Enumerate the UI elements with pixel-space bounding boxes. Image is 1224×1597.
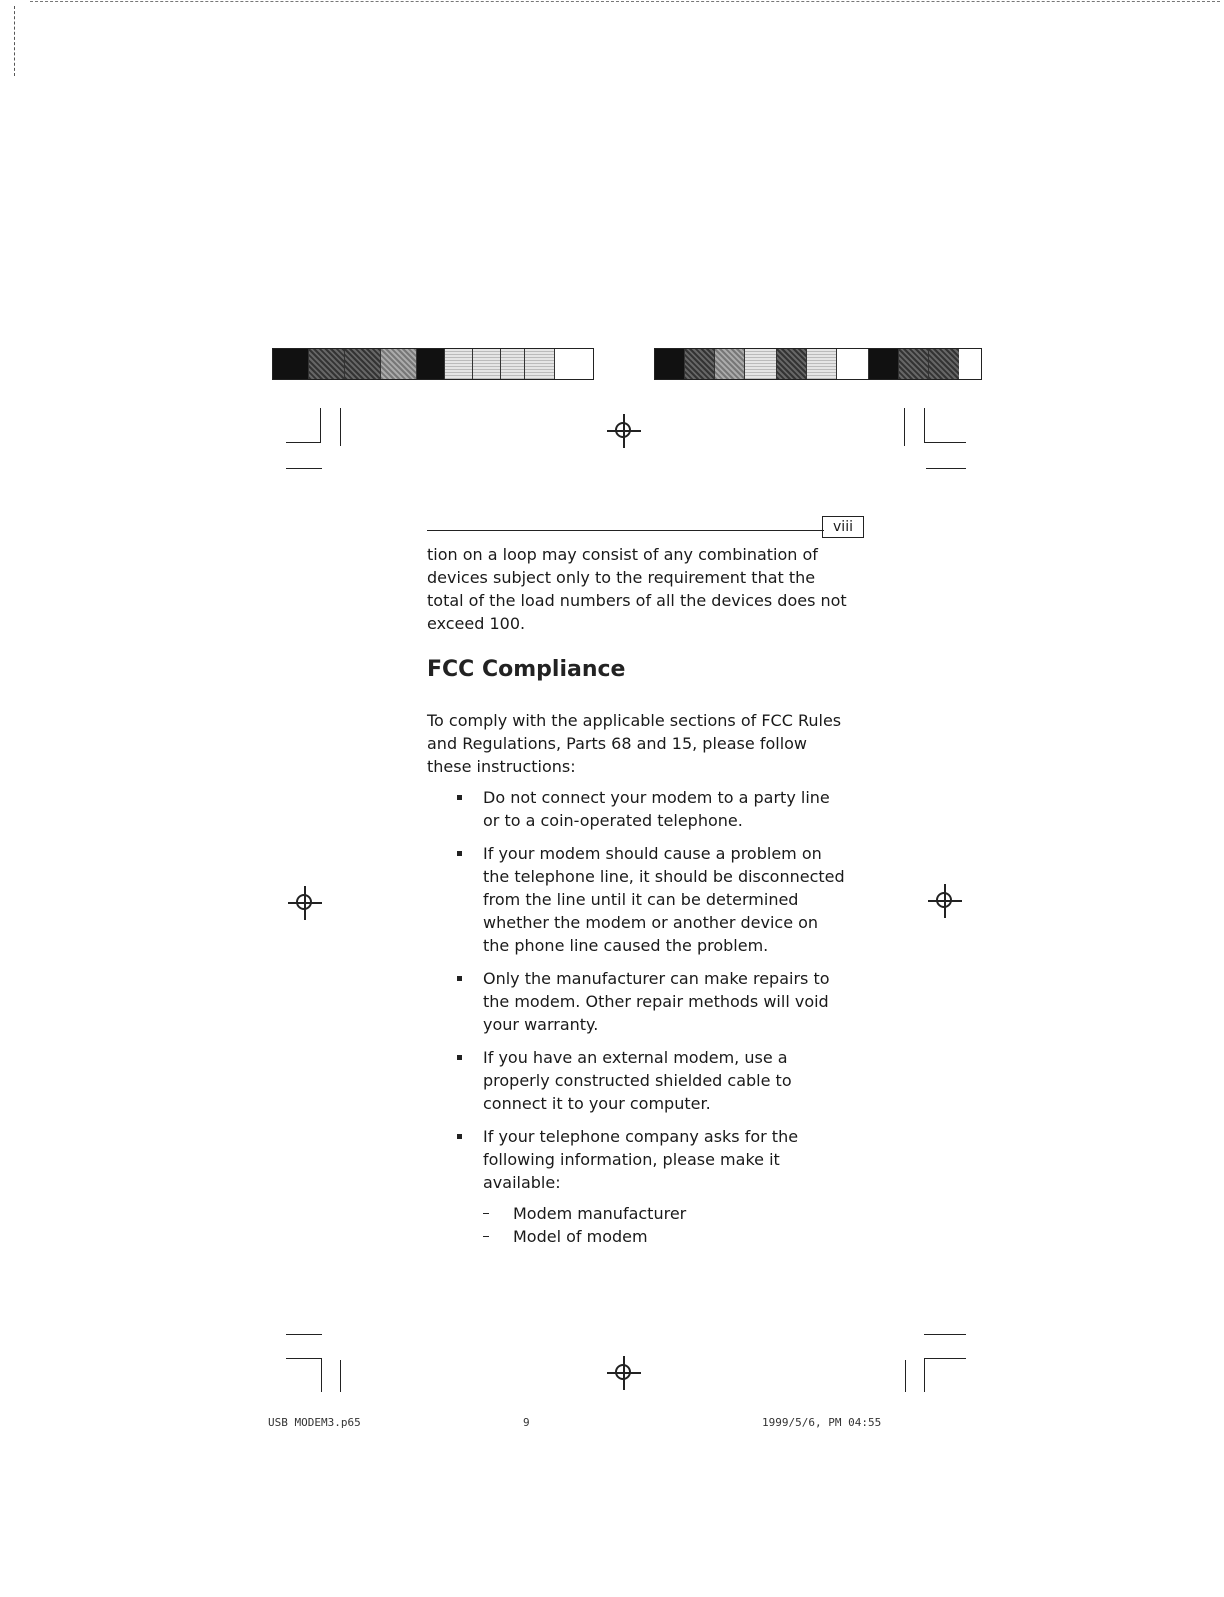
calibration-bar-right xyxy=(654,348,982,380)
crop-mark xyxy=(286,1358,322,1359)
bullet-icon xyxy=(457,976,462,981)
list-item-text: Do not connect your modem to a party line or to a coin-operated telephone. xyxy=(483,788,830,830)
crop-mark xyxy=(320,408,321,443)
footer-sheet-number: 9 xyxy=(523,1416,530,1429)
dash-icon xyxy=(483,1236,489,1237)
registration-mark-icon xyxy=(928,884,962,918)
scan-edge-tick xyxy=(14,6,15,76)
bullet-icon xyxy=(457,1055,462,1060)
list-item xyxy=(427,786,847,832)
crop-mark xyxy=(321,1358,322,1392)
list-item-text: If your telephone company asks for the following information, please make it available: xyxy=(483,1127,799,1192)
header-rule xyxy=(427,530,824,531)
bullet-icon xyxy=(457,1134,462,1139)
crop-mark xyxy=(924,1358,925,1392)
page-number: viii xyxy=(822,516,864,538)
intro-paragraph: To comply with the applicable sections of FCC Rules and Regulations, Parts 68 and 15, please follow these instructions: xyxy=(427,711,842,776)
registration-mark-icon xyxy=(607,414,641,448)
list-item xyxy=(427,967,847,1036)
crop-mark xyxy=(924,408,925,443)
sub-list-item-text: Model of modem xyxy=(513,1227,648,1246)
registration-mark-icon xyxy=(607,1356,641,1390)
page-content xyxy=(427,543,847,1258)
dash-icon xyxy=(483,1213,489,1214)
list-item-text: Only the manufacturer can make repairs to the modem. Other repair methods will void your warranty. xyxy=(483,969,830,1034)
crop-mark xyxy=(905,1360,906,1392)
crop-mark xyxy=(904,408,905,446)
section-heading: FCC Compliance xyxy=(427,657,626,682)
crop-mark xyxy=(286,1334,322,1335)
scan-edge-line xyxy=(30,1,1220,2)
crop-mark xyxy=(340,408,341,446)
instruction-list xyxy=(427,786,847,1248)
sub-list-item-text: Modem manufacturer xyxy=(513,1204,687,1223)
info-sublist xyxy=(483,1202,847,1248)
sub-list-item xyxy=(483,1225,847,1248)
crop-mark xyxy=(286,442,320,443)
sub-list-item xyxy=(483,1202,847,1225)
crop-mark xyxy=(924,1358,966,1359)
crop-mark xyxy=(926,468,966,469)
footer-timestamp: 1999/5/6, PM 04:55 xyxy=(762,1416,882,1429)
list-item xyxy=(427,1125,847,1248)
crop-mark xyxy=(924,1334,966,1335)
calibration-bar-left xyxy=(272,348,594,380)
bullet-icon xyxy=(457,795,462,800)
footer-file-name: USB MODEM3.p65 xyxy=(268,1416,361,1429)
bullet-icon xyxy=(457,851,462,856)
continuation-paragraph: tion on a loop may consist of any combination of devices subject only to the requirement that the total of the load numbers of all the devices does not exceed 100. xyxy=(427,545,847,633)
crop-mark xyxy=(924,442,966,443)
list-item xyxy=(427,842,847,957)
list-item-text: If you have an external modem, use a properly constructed shielded cable to connect it to your computer. xyxy=(483,1048,792,1113)
crop-mark xyxy=(340,1360,341,1392)
list-item-text: If your modem should cause a problem on the telephone line, it should be disconnected from the line until it can be determined whether the modem or another device on the phone line caused the problem. xyxy=(483,844,845,955)
crop-mark xyxy=(286,468,322,469)
registration-mark-icon xyxy=(288,886,322,920)
list-item xyxy=(427,1046,847,1115)
